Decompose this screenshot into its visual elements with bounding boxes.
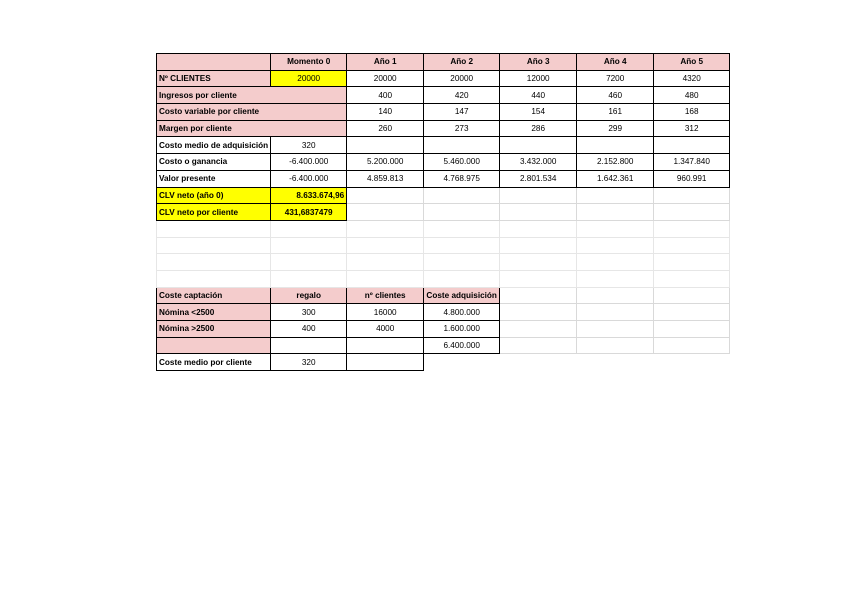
cell[interactable] [347, 187, 424, 204]
cell[interactable] [577, 304, 654, 321]
cell[interactable] [500, 287, 577, 304]
cell[interactable] [500, 187, 577, 204]
cell[interactable] [577, 321, 654, 338]
cell[interactable] [500, 220, 577, 237]
cell[interactable]: 480 [654, 87, 730, 104]
cell[interactable]: 4.859.813 [347, 170, 424, 187]
cell[interactable] [654, 337, 730, 354]
cell[interactable]: 300 [271, 304, 347, 321]
row-costo-variable [157, 104, 730, 121]
cell[interactable]: 20000 [347, 70, 424, 87]
cell[interactable] [347, 337, 424, 354]
cell[interactable] [654, 204, 730, 221]
cell[interactable]: 420 [424, 87, 500, 104]
row-label[interactable]: Nº CLIENTES [157, 70, 271, 87]
cell[interactable] [654, 321, 730, 338]
header-row [157, 54, 730, 71]
row-label[interactable]: Costo o ganancia [157, 154, 271, 171]
cell[interactable]: 4.800.000 [424, 304, 500, 321]
cell[interactable]: 154 [500, 104, 577, 121]
row-label[interactable]: Valor presente [157, 170, 271, 187]
clv-table [156, 53, 730, 371]
cell[interactable]: -6.400.000 [271, 170, 347, 187]
cell[interactable] [654, 254, 730, 271]
cell[interactable]: 320 [271, 354, 347, 371]
cell[interactable] [157, 337, 271, 354]
cell[interactable]: 1.347.840 [654, 154, 730, 171]
cell[interactable]: 460 [577, 87, 654, 104]
row-clientes [157, 70, 730, 87]
row-label[interactable]: Nómina <2500 [157, 304, 271, 321]
cell[interactable] [347, 204, 424, 221]
cell[interactable] [654, 237, 730, 254]
cell[interactable] [500, 137, 577, 154]
cell[interactable] [424, 270, 500, 287]
cell[interactable]: 8.633.674,96 [271, 187, 347, 204]
cell[interactable] [577, 337, 654, 354]
cell[interactable] [157, 270, 271, 287]
cell[interactable]: 2.801.534 [500, 170, 577, 187]
row-ingresos [157, 87, 730, 104]
cell[interactable] [424, 237, 500, 254]
cell[interactable] [500, 237, 577, 254]
corner-cell[interactable] [157, 54, 271, 71]
cell[interactable]: 20000 [271, 70, 347, 87]
cell[interactable] [271, 237, 347, 254]
cell[interactable]: 400 [271, 321, 347, 338]
cell[interactable]: 431,6837479 [271, 204, 347, 221]
cell[interactable] [347, 220, 424, 237]
cell[interactable] [577, 254, 654, 271]
cell[interactable] [654, 137, 730, 154]
cell[interactable] [424, 220, 500, 237]
row-label[interactable]: Nómina >2500 [157, 321, 271, 338]
cell[interactable] [577, 287, 654, 304]
col-header[interactable]: Coste captación [157, 287, 271, 304]
cell[interactable] [654, 287, 730, 304]
empty-row [157, 254, 730, 271]
cell[interactable]: 299 [577, 120, 654, 137]
col-header[interactable]: regalo [271, 287, 347, 304]
cell[interactable]: -6.400.000 [271, 154, 347, 171]
cell[interactable] [347, 354, 424, 371]
cell[interactable] [424, 204, 500, 221]
row-label[interactable]: Margen por cliente [157, 120, 347, 137]
cell[interactable] [271, 220, 347, 237]
cell[interactable]: 161 [577, 104, 654, 121]
empty-row [157, 237, 730, 254]
cell[interactable] [577, 270, 654, 287]
col-header[interactable]: Año 3 [500, 54, 577, 71]
col-header[interactable]: Año 2 [424, 54, 500, 71]
cell[interactable]: 140 [347, 104, 424, 121]
cell[interactable] [577, 187, 654, 204]
cell[interactable] [157, 254, 271, 271]
cell[interactable]: 273 [424, 120, 500, 137]
row-total-coste [157, 337, 730, 354]
row-costo-medio [157, 137, 730, 154]
col-header[interactable]: Momento 0 [271, 54, 347, 71]
cell[interactable] [271, 254, 347, 271]
cell[interactable]: 12000 [500, 70, 577, 87]
cell[interactable]: 320 [271, 137, 347, 154]
row-coste-medio-cliente [157, 354, 730, 371]
cell[interactable] [424, 254, 500, 271]
cell[interactable]: 147 [424, 104, 500, 121]
cell[interactable] [500, 304, 577, 321]
row-label[interactable]: Ingresos por cliente [157, 87, 347, 104]
cell[interactable]: 7200 [577, 70, 654, 87]
cell[interactable]: 312 [654, 120, 730, 137]
cell[interactable] [157, 220, 271, 237]
cell[interactable] [577, 204, 654, 221]
cell[interactable]: 260 [347, 120, 424, 137]
cell[interactable] [271, 270, 347, 287]
cell[interactable]: 286 [500, 120, 577, 137]
cell[interactable] [500, 270, 577, 287]
row-nomina-lt-2500 [157, 304, 730, 321]
empty-row [157, 220, 730, 237]
row-nomina-gt-2500 [157, 321, 730, 338]
cell[interactable]: 5.460.000 [424, 154, 500, 171]
cell[interactable]: 1.600.000 [424, 321, 500, 338]
cell[interactable] [424, 137, 500, 154]
cell[interactable]: 16000 [347, 304, 424, 321]
row-clv-cliente [157, 204, 730, 221]
row-label[interactable]: CLV neto (año 0) [157, 187, 271, 204]
cell[interactable] [347, 270, 424, 287]
row-clv-neto [157, 187, 730, 204]
col-header[interactable]: Coste adquisición [424, 287, 500, 304]
empty-row [157, 270, 730, 287]
cell[interactable]: 4.768.975 [424, 170, 500, 187]
cell[interactable]: 960.991 [654, 170, 730, 187]
cell[interactable] [500, 204, 577, 221]
cell[interactable] [500, 254, 577, 271]
cell[interactable] [654, 220, 730, 237]
cell[interactable] [577, 220, 654, 237]
cell[interactable]: 4000 [347, 321, 424, 338]
cell[interactable]: 2.152.800 [577, 154, 654, 171]
row-label[interactable]: Costo variable por cliente [157, 104, 347, 121]
cell[interactable] [424, 187, 500, 204]
cell[interactable] [157, 237, 271, 254]
cell[interactable]: 1.642.361 [577, 170, 654, 187]
row-margen [157, 120, 730, 137]
cell[interactable] [347, 137, 424, 154]
col-header[interactable]: nº clientes [347, 287, 424, 304]
cell[interactable] [654, 304, 730, 321]
cell[interactable] [654, 187, 730, 204]
cell[interactable] [577, 137, 654, 154]
cell[interactable]: 20000 [424, 70, 500, 87]
cell[interactable] [347, 254, 424, 271]
captacion-header-row [157, 287, 730, 304]
cell[interactable] [500, 321, 577, 338]
cell[interactable]: 168 [654, 104, 730, 121]
row-valor-presente [157, 170, 730, 187]
col-header[interactable]: Año 1 [347, 54, 424, 71]
cell[interactable] [654, 270, 730, 287]
cell[interactable]: 3.432.000 [500, 154, 577, 171]
row-label[interactable]: Costo medio de adquisición [157, 137, 271, 154]
col-header[interactable]: Año 5 [654, 54, 730, 71]
cell[interactable]: 5.200.000 [347, 154, 424, 171]
row-label[interactable]: CLV neto por cliente [157, 204, 271, 221]
cell[interactable] [271, 337, 347, 354]
row-label[interactable]: Coste medio por cliente [157, 354, 271, 371]
cell[interactable] [347, 237, 424, 254]
row-costo-ganancia [157, 154, 730, 171]
cell[interactable]: 400 [347, 87, 424, 104]
cell[interactable]: 6.400.000 [424, 337, 500, 354]
cell[interactable]: 440 [500, 87, 577, 104]
spreadsheet [156, 53, 730, 371]
cell[interactable]: 4320 [654, 70, 730, 87]
cell[interactable] [577, 237, 654, 254]
cell[interactable] [500, 337, 577, 354]
col-header[interactable]: Año 4 [577, 54, 654, 71]
